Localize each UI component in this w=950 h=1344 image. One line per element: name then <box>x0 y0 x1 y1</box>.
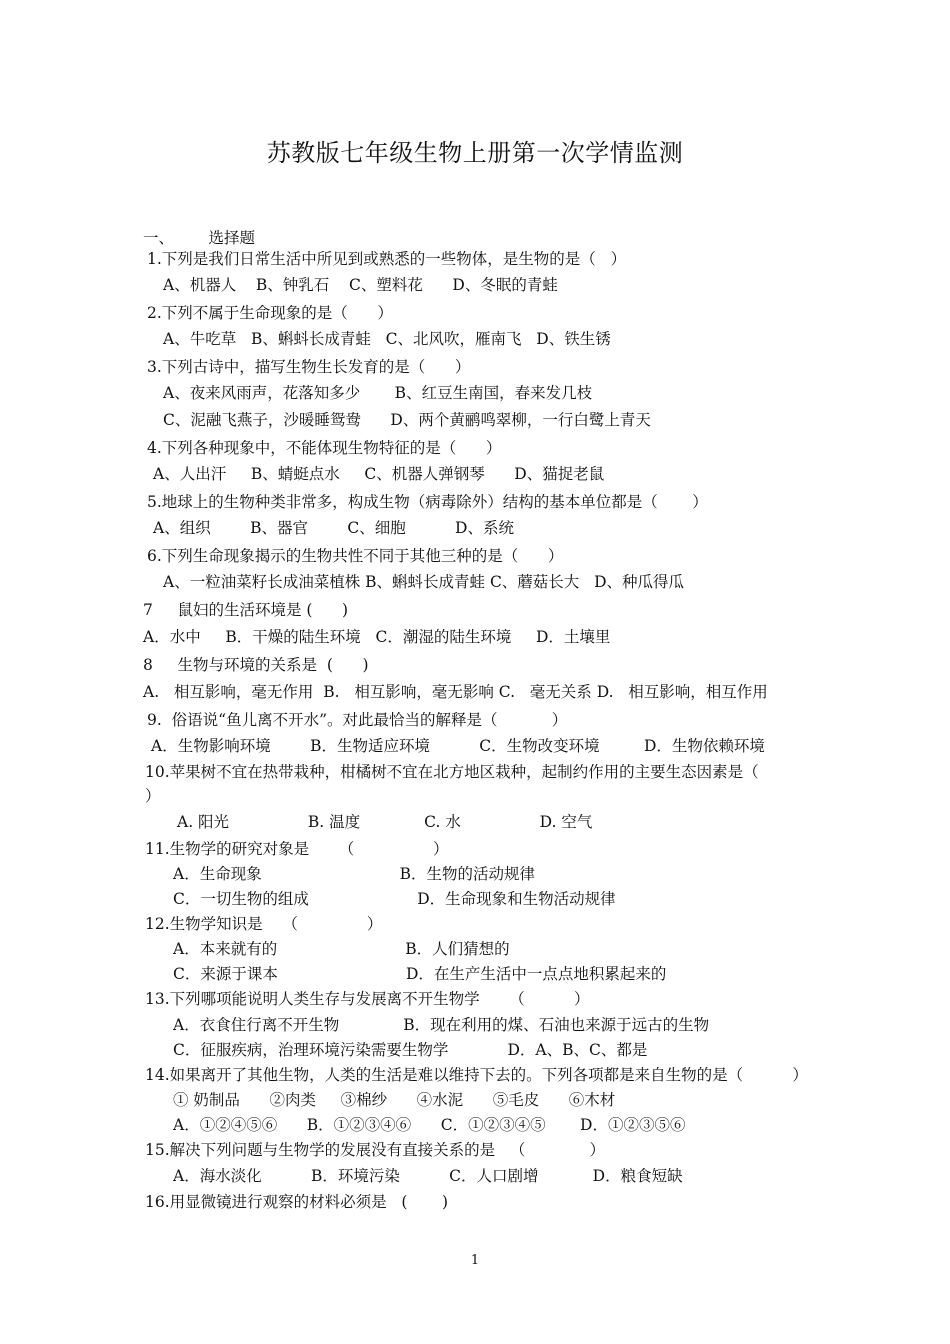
question-5-options: A、组织 B、器官 C、细胞 D、系统 <box>153 519 514 537</box>
question-13-options-ab: A．衣食住行离不开生物 B．现在利用的煤、石油也来源于远古的生物 <box>173 1016 710 1034</box>
question-13-options-cd: C．征服疾病，治理环境污染需要生物学 D．A、B、C、都是 <box>173 1041 648 1059</box>
question-11-options-ab: A．生命现象 B．生物的活动规律 <box>173 865 536 883</box>
question-15: 15.解决下列问题与生物学的发展没有直接关系的是 （ ） <box>145 1141 605 1159</box>
question-9: 9. 俗语说“鱼儿离不开水”。对此最恰当的解释是（ ） <box>147 711 568 729</box>
question-2: 2.下列不属于生命现象的是（ ） <box>147 304 393 322</box>
question-2-options: A、牛吃草 B、蝌蚪长成青蛙 C、北风吹，雁南飞 D、铁生锈 <box>163 330 611 348</box>
question-12: 12.生物学知识是 （ ） <box>145 915 383 933</box>
question-10-close: ） <box>145 787 161 805</box>
question-15-options: A．海水淡化 B．环境污染 C．人口剧增 D．粮食短缺 <box>173 1167 683 1185</box>
section-heading: 一、 选择题 <box>143 229 255 247</box>
question-12-options-ab: A．本来就有的 B．人们猜想的 <box>173 940 510 958</box>
question-9-options: A．生物影响环境 B．生物适应环境 C．生物改变环境 D．生物依赖环境 <box>151 737 765 755</box>
question-6: 6.下列生命现象揭示的生物共性不同于其他三种的是（ ） <box>147 547 564 565</box>
question-14: 14.如果离开了其他生物，人类的生活是难以维持下去的。下列各项都是来自生物的是（ ） <box>145 1066 808 1084</box>
question-5: 5.地球上的生物种类非常多，构成生物（病毒除外）结构的基本单位都是（ ） <box>147 493 708 511</box>
question-11-options-cd: C．一切生物的组成 D．生命现象和生物活动规律 <box>173 890 616 908</box>
question-14-items: ① 奶制品 ②肉类 ③棉纱 ④水泥 ⑤毛皮 ⑥木材 <box>173 1091 616 1109</box>
question-3-options-cd: C、泥融飞燕子，沙暖睡鸳鸯 D、两个黄鹂鸣翠柳，一行白鹭上青天 <box>163 411 651 429</box>
question-16: 16.用显微镜进行观察的材料必须是 ( ) <box>145 1193 449 1211</box>
question-12-options-cd: C．来源于课本 D．在生产生活中一点点地积累起来的 <box>173 965 667 983</box>
question-13: 13.下列哪项能说明人类生存与发展离不开生物学 （ ） <box>145 990 590 1008</box>
question-11: 11.生物学的研究对象是 （ ） <box>145 840 449 858</box>
question-8-options: A. 相互影响，毫无作用 B. 相互影响，毫无影响 C. 毫无关系 D. 相互影响，相互作用 <box>143 683 768 701</box>
question-7: 7 鼠妇的生活环境是 ( ) <box>143 601 349 619</box>
question-3-options-ab: A、夜来风雨声，花落知多少 B、红豆生南国，春来发几枝 <box>163 384 593 402</box>
question-10: 10.苹果树不宜在热带栽种，柑橘树不宜在北方地区栽种，起制约作用的主要生态因素是（ <box>145 763 759 781</box>
question-10-options: A. 阳光 B. 温度 C. 水 D. 空气 <box>177 813 593 831</box>
document-title: 苏教版七年级生物上册第一次学情监测 <box>266 139 684 167</box>
page-number: 1 <box>470 1253 480 1268</box>
question-1-options: A、机器人 B、钟乳石 C、塑料花 D、冬眠的青蛙 <box>163 276 558 294</box>
question-3: 3.下列古诗中，描写生物生长发育的是（ ） <box>147 358 471 376</box>
question-4: 4.下列各种现象中，不能体现生物特征的是（ ） <box>147 439 502 457</box>
question-14-options: A．①②④⑤⑥ B．①②③④⑥ C．①②③④⑤ D．①②③⑤⑥ <box>173 1116 686 1134</box>
question-1: 1.下列是我们日常生活中所见到或熟悉的一些物体，是生物的是（ ） <box>147 250 627 268</box>
question-8: 8 生物与环境的关系是 ( ) <box>143 656 369 674</box>
question-6-options: A、一粒油菜籽长成油菜植株 B、蝌蚪长成青蛙 C、蘑菇长大 D、种瓜得瓜 <box>163 573 685 591</box>
question-7-options: A．水中 B．干燥的陆生环境 C．潮湿的陆生环境 D．土壤里 <box>143 628 611 646</box>
question-4-options: A、人出汗 B、蜻蜓点水 C、机器人弹钢琴 D、猫捉老鼠 <box>153 465 605 483</box>
